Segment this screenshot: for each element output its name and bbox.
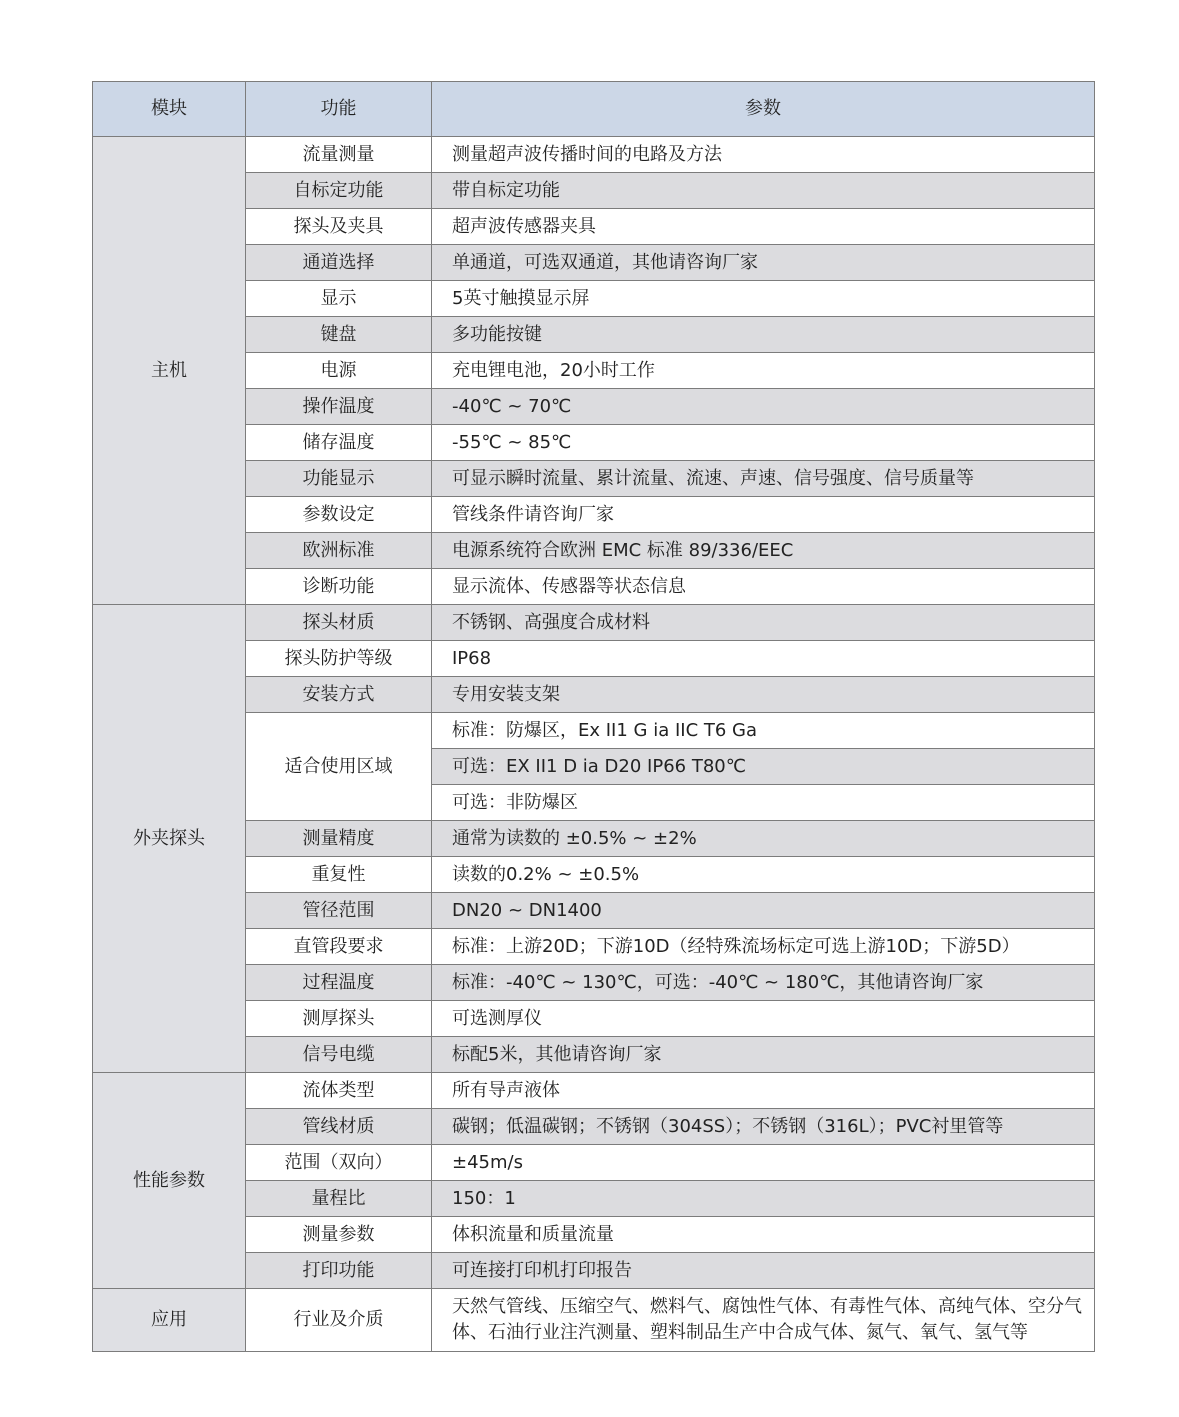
param-cell: 碳钢；低温碳钢；不锈钢（304SS）；不锈钢（316L）；PVC衬里管等 (432, 1109, 1095, 1145)
function-cell: 测量精度 (246, 821, 432, 857)
param-cell: 带自标定功能 (432, 173, 1095, 209)
module-cell: 应用 (93, 1289, 246, 1352)
param-cell: 天然气管线、压缩空气、燃料气、腐蚀性气体、有毒性气体、高纯气体、空分气体、石油行业注汽测量、塑料制品生产中合成气体、氮气、氧气、氢气等 (432, 1289, 1095, 1352)
function-cell: 过程温度 (246, 965, 432, 1001)
param-cell: 150：1 (432, 1181, 1095, 1217)
function-cell: 探头材质 (246, 605, 432, 641)
param-cell: 可连接打印机打印报告 (432, 1253, 1095, 1289)
function-cell: 键盘 (246, 317, 432, 353)
param-cell: 充电锂电池，20小时工作 (432, 353, 1095, 389)
param-cell: 标准：防爆区，Ex II1 G ia IIC T6 Ga (432, 713, 1095, 749)
function-cell: 探头防护等级 (246, 641, 432, 677)
param-cell: 所有导声液体 (432, 1073, 1095, 1109)
function-cell: 管线材质 (246, 1109, 432, 1145)
param-cell: 标准：上游20D；下游10D（经特殊流场标定可选上游10D；下游5D） (432, 929, 1095, 965)
function-cell: 量程比 (246, 1181, 432, 1217)
function-cell: 测量参数 (246, 1217, 432, 1253)
param-cell: 管线条件请咨询厂家 (432, 497, 1095, 533)
param-cell: 单通道，可选双通道，其他请咨询厂家 (432, 245, 1095, 281)
function-cell: 显示 (246, 281, 432, 317)
module-cell: 外夹探头 (93, 605, 246, 1073)
function-cell: 储存温度 (246, 425, 432, 461)
param-cell: 可选：非防爆区 (432, 785, 1095, 821)
function-cell: 探头及夹具 (246, 209, 432, 245)
param-cell: 读数的0.2% ~ ±0.5% (432, 857, 1095, 893)
param-cell: 多功能按键 (432, 317, 1095, 353)
param-cell: 可显示瞬时流量、累计流量、流速、声速、信号强度、信号质量等 (432, 461, 1095, 497)
header-params: 参数 (432, 82, 1095, 137)
param-cell: -40℃ ~ 70℃ (432, 389, 1095, 425)
function-cell: 打印功能 (246, 1253, 432, 1289)
spec-table (92, 81, 1095, 1352)
function-cell: 流量测量 (246, 137, 432, 173)
function-cell: 行业及介质 (246, 1289, 432, 1352)
function-cell: 通道选择 (246, 245, 432, 281)
param-cell: DN20 ~ DN1400 (432, 893, 1095, 929)
header-module: 模块 (93, 82, 246, 137)
param-cell: 通常为读数的 ±0.5% ~ ±2% (432, 821, 1095, 857)
table-row (93, 1289, 1095, 1352)
param-cell: 测量超声波传播时间的电路及方法 (432, 137, 1095, 173)
function-cell: 信号电缆 (246, 1037, 432, 1073)
param-cell: 5英寸触摸显示屏 (432, 281, 1095, 317)
param-cell: 标配5米，其他请咨询厂家 (432, 1037, 1095, 1073)
param-cell: 可选测厚仪 (432, 1001, 1095, 1037)
function-cell: 安装方式 (246, 677, 432, 713)
param-cell: 超声波传感器夹具 (432, 209, 1095, 245)
function-cell: 自标定功能 (246, 173, 432, 209)
param-cell: 可选：EX II1 D ia D20 IP66 T80℃ (432, 749, 1095, 785)
function-cell: 功能显示 (246, 461, 432, 497)
header-function: 功能 (246, 82, 432, 137)
param-cell: 标准：-40℃ ~ 130℃，可选：-40℃ ~ 180℃，其他请咨询厂家 (432, 965, 1095, 1001)
table-row (93, 605, 1095, 641)
param-cell: -55℃ ~ 85℃ (432, 425, 1095, 461)
module-cell: 性能参数 (93, 1073, 246, 1289)
function-cell: 流体类型 (246, 1073, 432, 1109)
function-cell: 测厚探头 (246, 1001, 432, 1037)
param-cell: 体积流量和质量流量 (432, 1217, 1095, 1253)
function-cell: 适合使用区域 (246, 713, 432, 821)
function-cell: 范围（双向） (246, 1145, 432, 1181)
param-cell: ±45m/s (432, 1145, 1095, 1181)
function-cell: 诊断功能 (246, 569, 432, 605)
function-cell: 管径范围 (246, 893, 432, 929)
header-row (93, 82, 1095, 137)
spec-table-body (93, 137, 1095, 1352)
param-cell: 显示流体、传感器等状态信息 (432, 569, 1095, 605)
function-cell: 参数设定 (246, 497, 432, 533)
param-cell: IP68 (432, 641, 1095, 677)
module-cell: 主机 (93, 137, 246, 605)
function-cell: 操作温度 (246, 389, 432, 425)
function-cell: 重复性 (246, 857, 432, 893)
table-row (93, 1073, 1095, 1109)
function-cell: 欧洲标准 (246, 533, 432, 569)
function-cell: 电源 (246, 353, 432, 389)
param-cell: 专用安装支架 (432, 677, 1095, 713)
function-cell: 直管段要求 (246, 929, 432, 965)
param-cell: 电源系统符合欧洲 EMC 标准 89/336/EEC (432, 533, 1095, 569)
param-cell: 不锈钢、高强度合成材料 (432, 605, 1095, 641)
table-row (93, 137, 1095, 173)
